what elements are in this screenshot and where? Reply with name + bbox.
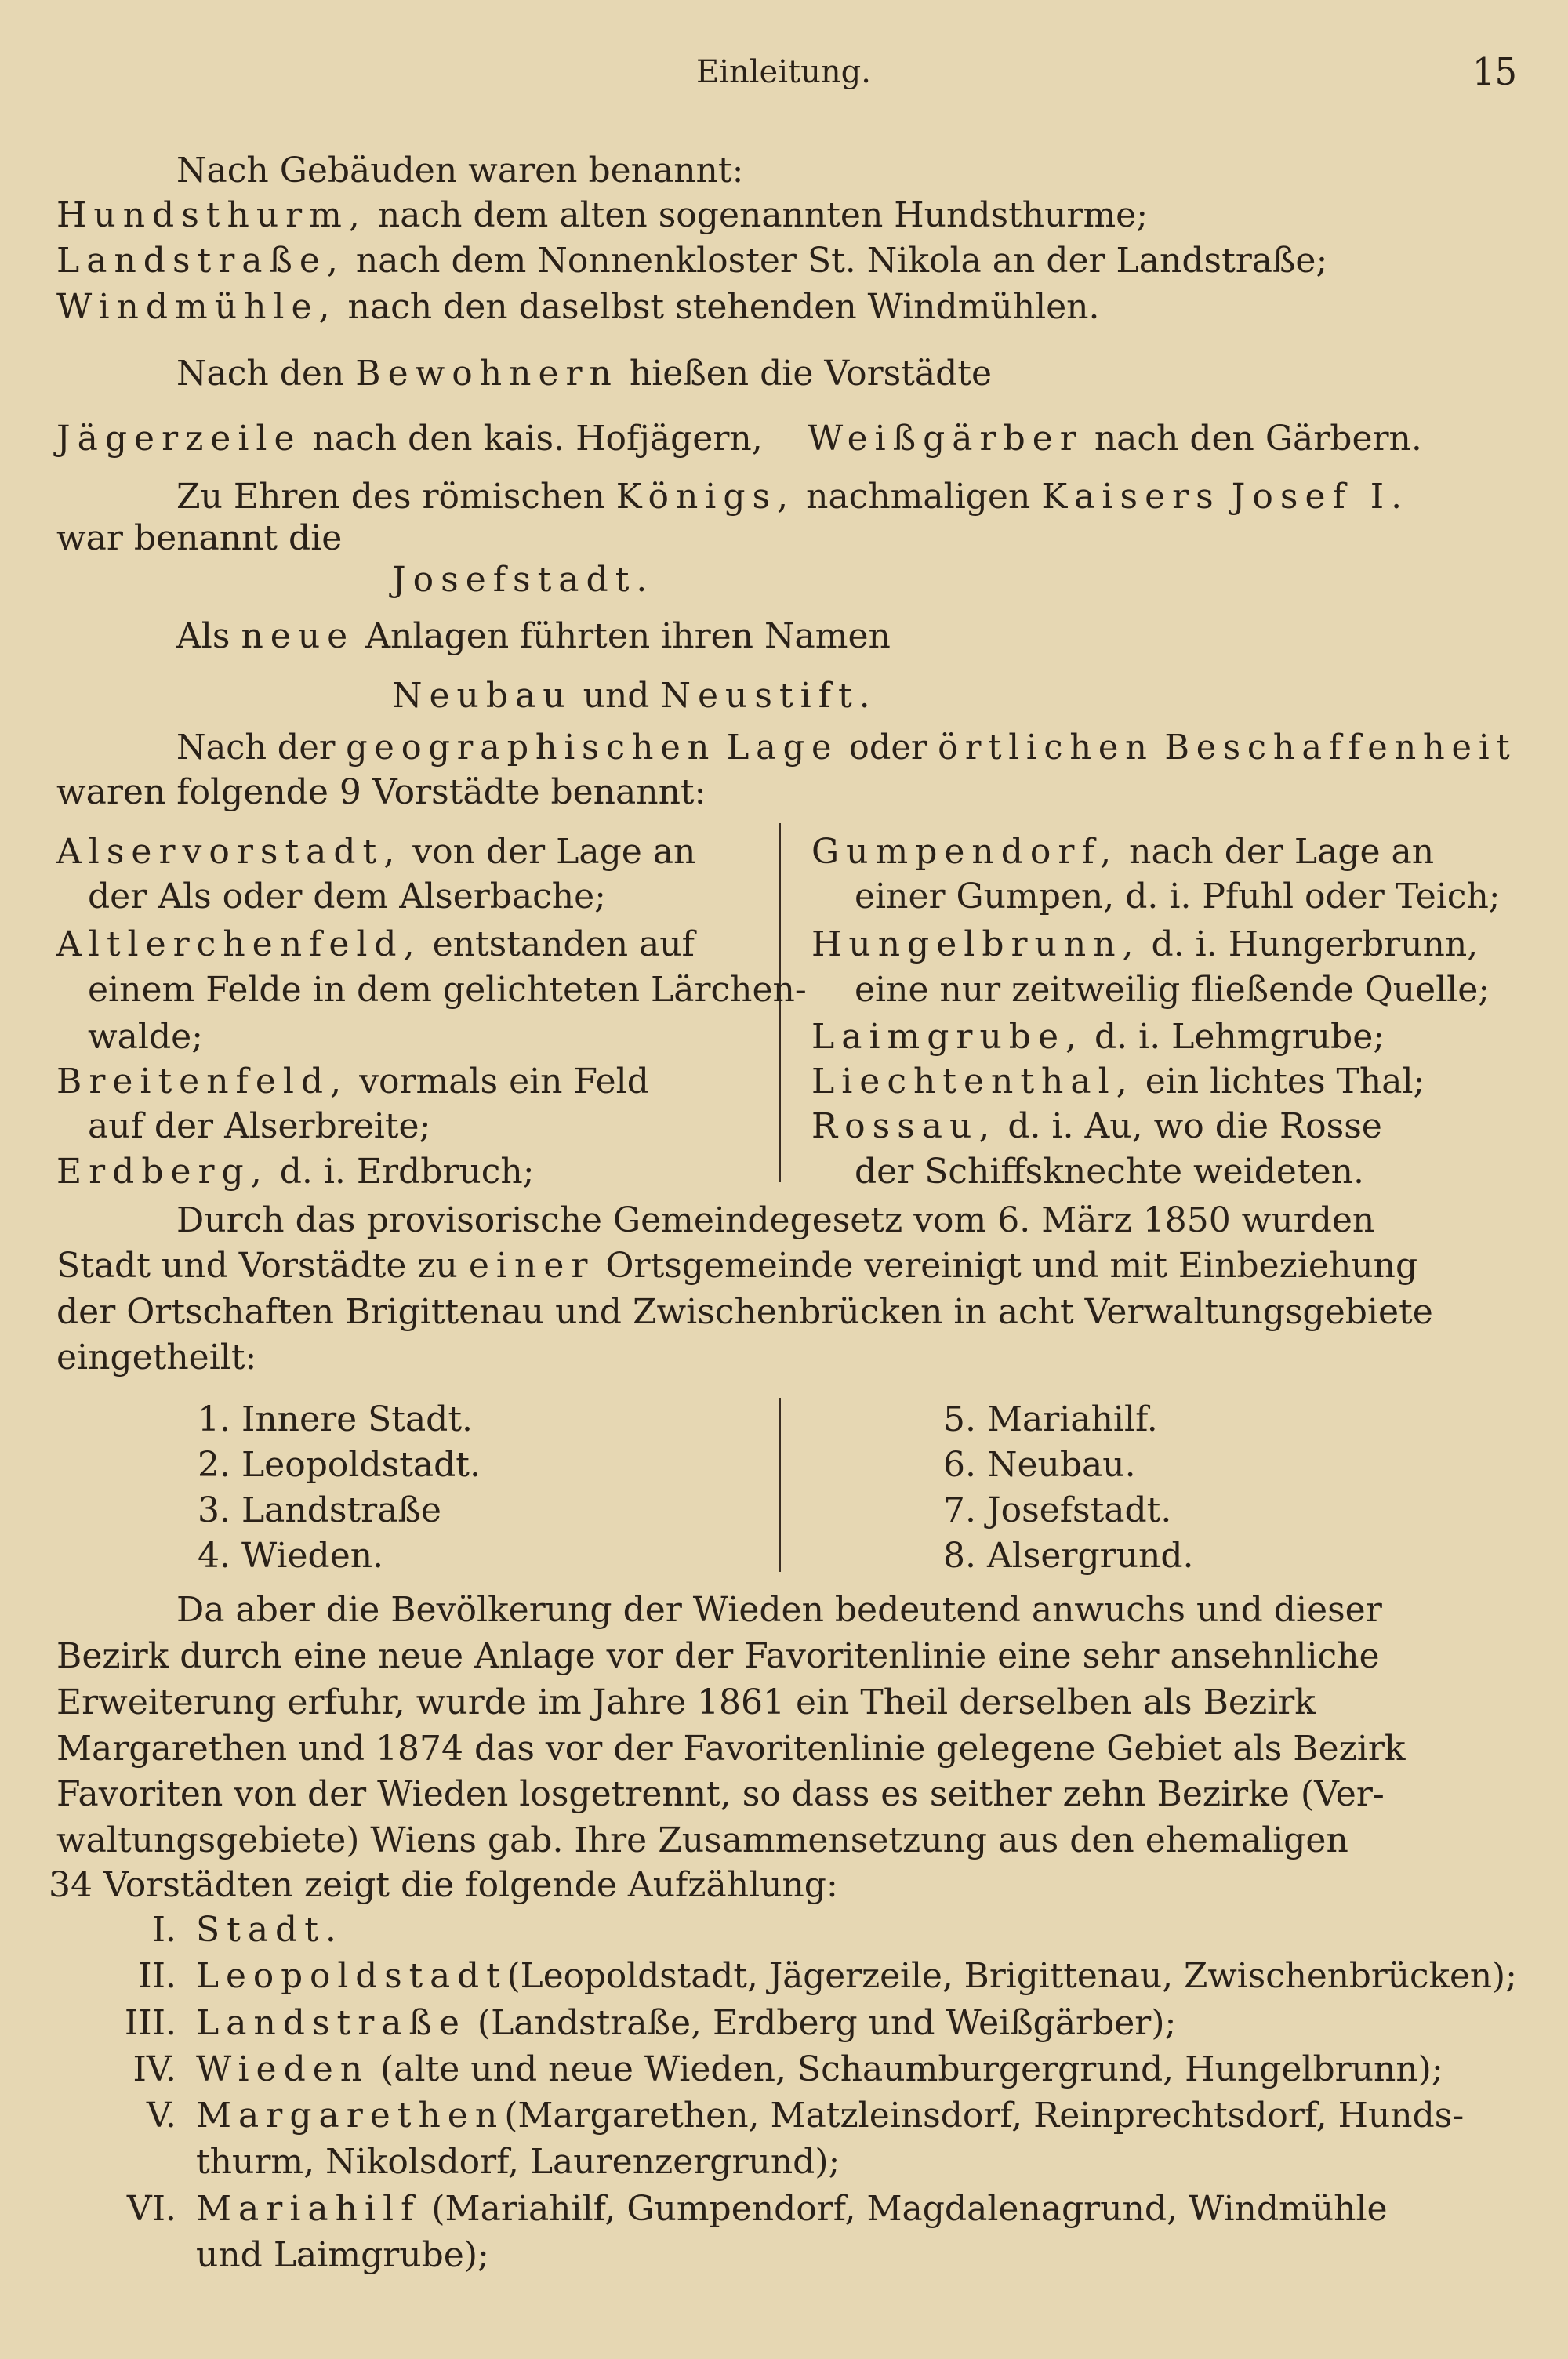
enum-iii-num: III. (124, 2003, 176, 2043)
enum-i-name: Stadt. (196, 1910, 343, 1950)
desc-landstrasse: nach dem Nonnenkloster St. Nikola an der Landstraße; (355, 241, 1328, 281)
district-6: 6. Neubau. (943, 1445, 1136, 1485)
term-jaegerzeile: Jägerzeile (56, 419, 302, 459)
term-gumpendorf: Gumpendorf, (811, 832, 1119, 872)
term-rossau: Rossau, (811, 1106, 997, 1146)
enum-v-num: V. (146, 2096, 176, 2136)
entry-rossau (811, 1106, 1382, 1146)
enum-v-desc: (Margarethen, Matzleinsdorf, Reinprechtsdorf, Hunds- (504, 2096, 1465, 2136)
desc-windmuehle: nach den daselbst stehenden Windmühlen. (347, 287, 1100, 327)
term-hundsthurm: Hundsthurm, (56, 195, 367, 235)
term-josefstadt: Josefstadt. (392, 560, 655, 600)
desc-laimgrube-1: d. i. Lehmgrube; (1094, 1017, 1385, 1057)
term-alservorstadt: Alservorstadt, (56, 832, 402, 872)
district-3: 3. Landstraße (198, 1490, 441, 1530)
enum-ii-desc: (Leopoldstadt, Jägerzeile, Brigittenau, Zwischenbrücken); (506, 1956, 1517, 1996)
entry-windmuehle (56, 287, 1100, 327)
district-1: 1. Innere Stadt. (198, 1399, 474, 1439)
new-plants-b: Anlagen führten ihren Namen (365, 616, 891, 656)
geo-line1 (176, 728, 1517, 768)
buildings-intro: Nach Gebäuden waren benannt: (176, 151, 744, 191)
desc-hungelbrunn-2: eine nur zeitweilig fließende Quelle; (855, 970, 1490, 1010)
growth-line5: Favoriten von der Wieden losgetrennt, so dass es seither zehn Bezirke (Ver- (56, 1774, 1385, 1814)
enum-vi-name: Mariahilf (196, 2189, 421, 2229)
honour-line1 (176, 477, 1410, 517)
entry-gumpendorf (811, 832, 1435, 872)
enum-ii-name: Leopoldstadt (196, 1956, 507, 1996)
entry-erdberg (56, 1152, 535, 1192)
enum-v (196, 2096, 1465, 2136)
enum-ii (196, 1956, 1517, 1996)
new-plants-line (176, 616, 891, 656)
term-oertlichen: örtlichen (938, 728, 1154, 768)
desc-altlerchenfeld-1: entstanden auf (432, 924, 695, 964)
term-neue: neue (241, 616, 355, 656)
desc-hungelbrunn-1: d. i. Hungerbrunn, (1151, 924, 1479, 964)
district-7: 7. Josefstadt. (943, 1490, 1172, 1530)
enum-v-name: Margarethen (196, 2096, 505, 2136)
new-plants-a: Als (176, 616, 230, 656)
desc-jaegerzeile: nach den kais. Hofjägern, (312, 419, 763, 459)
law-line2-b: Ortsgemeinde vereinigt und mit Einbeziehung (605, 1246, 1418, 1286)
enum-vi (196, 2189, 1388, 2229)
desc-breitenfeld-2: auf der Alserbreite; (88, 1106, 431, 1146)
enum-iv-num: IV. (132, 2049, 176, 2089)
entry-jaegerzeile (56, 419, 763, 459)
page-number: 15 (1472, 50, 1518, 94)
new-plants-names (392, 676, 877, 716)
residents-intro-a: Nach den (176, 354, 345, 394)
running-header-title: Einleitung. (696, 54, 871, 90)
desc-rossau-1: d. i. Au, wo die Rosse (1007, 1106, 1382, 1146)
term-hungelbrunn: Hungelbrunn, (811, 924, 1141, 964)
desc-gumpendorf-2: einer Gumpen, d. i. Pfuhl oder Teich; (855, 876, 1501, 916)
growth-line6: waltungsgebiete) Wiens gab. Ihre Zusammensetzung aus den ehemaligen (56, 1820, 1348, 1860)
term-weissgaerber: Weißgärber (808, 419, 1083, 459)
district-4: 4. Wieden. (198, 1536, 384, 1576)
enum-ii-num: II. (138, 1956, 176, 1996)
law-line2-a: Stadt und Vorstädte zu (56, 1246, 458, 1286)
enum-iii-desc: (Landstraße, Erdberg und Weißgärber); (477, 2003, 1177, 2043)
desc-breitenfeld-1: vormals ein Feld (359, 1062, 649, 1101)
growth-line1: Da aber die Bevölkerung der Wieden bedeutend anwuchs und dieser (176, 1590, 1382, 1630)
law-line2 (56, 1246, 1418, 1286)
term-josef: Josef I. (1231, 477, 1410, 517)
entry-hungelbrunn (811, 924, 1479, 964)
growth-line3: Erweiterung erfuhr, wurde im Jahre 1861 ein Theil derselben als Bezirk (56, 1682, 1316, 1722)
term-lage: Lage (726, 728, 839, 768)
district-2: 2. Leopoldstadt. (198, 1445, 481, 1485)
enum-iv (196, 2049, 1443, 2089)
honour-a: Zu Ehren des römischen (176, 477, 605, 517)
entry-altlerchenfeld (56, 924, 695, 964)
term-laimgrube: Laimgrube, (811, 1017, 1083, 1057)
entry-alservorstadt (56, 832, 696, 872)
entry-liechtenthal (811, 1062, 1425, 1101)
growth-line2: Bezirk durch eine neue Anlage vor der Favoritenlinie eine sehr ansehnliche (56, 1636, 1380, 1676)
growth-line4: Margarethen und 1874 das vor der Favoritenlinie gelegene Gebiet als Bezirk (56, 1729, 1406, 1769)
enum-i-num: I. (151, 1910, 176, 1950)
honour-line2: war benannt die (56, 518, 343, 558)
desc-gumpendorf-1: nach der Lage an (1129, 832, 1435, 872)
enum-iv-name: Wieden (196, 2049, 370, 2089)
law-line3: der Ortschaften Brigittenau und Zwischenbrücken in acht Verwaltungsgebiete (56, 1292, 1433, 1332)
geo-a: Nach der (176, 728, 336, 768)
desc-erdberg-1: d. i. Erdbruch; (279, 1152, 535, 1192)
residents-intro (176, 354, 992, 394)
entry-landstrasse (56, 241, 1328, 281)
honour-b: nachmaligen (806, 477, 1031, 517)
desc-altlerchenfeld-3: walde; (88, 1017, 203, 1057)
term-neubau: Neubau (392, 676, 572, 716)
term-erdberg: Erdberg, (56, 1152, 269, 1192)
district-column-divider (779, 1398, 781, 1572)
word-und: und (583, 676, 650, 716)
desc-alservorstadt-1: von der Lage an (412, 832, 696, 872)
enum-v-desc2: thurm, Nikolsdorf, Laurenzergrund); (196, 2142, 840, 2182)
law-line4: eingetheilt: (56, 1337, 257, 1377)
enum-iii-name: Landstraße (196, 2003, 466, 2043)
district-8: 8. Alsergrund. (943, 1536, 1194, 1576)
term-geographischen: geographischen (346, 728, 717, 768)
entry-breitenfeld (56, 1062, 649, 1101)
enum-vi-desc2: und Laimgrube); (196, 2235, 489, 2275)
entry-laimgrube (811, 1017, 1385, 1057)
desc-altlerchenfeld-2: einem Felde in dem gelichteten Lärchen- (88, 970, 807, 1010)
term-altlerchenfeld: Altlerchenfeld, (56, 924, 422, 964)
term-beschaffenheit: Beschaffenheit (1164, 728, 1517, 768)
enum-iii (196, 2003, 1177, 2043)
term-landstrasse: Landstraße, (56, 241, 345, 281)
term-windmuehle: Windmühle, (56, 287, 337, 327)
term-einer: einer (468, 1246, 595, 1286)
entry-weissgaerber (808, 419, 1422, 459)
term-kaisers: Kaisers (1041, 477, 1221, 517)
desc-weissgaerber: nach den Gärbern. (1094, 419, 1422, 459)
enum-iv-desc: (alte und neue Wieden, Schaumburgergrund, Hungelbrunn); (380, 2049, 1443, 2089)
growth-line7: 34 Vorstädten zeigt die folgende Aufzählung: (49, 1865, 838, 1905)
district-5: 5. Mariahilf. (943, 1399, 1158, 1439)
enum-vi-num: VI. (126, 2189, 176, 2229)
geo-line2: waren folgende 9 Vorstädte benannt: (56, 772, 706, 812)
desc-rossau-2: der Schiffsknechte weideten. (855, 1152, 1365, 1192)
desc-liechtenthal-1: ein lichtes Thal; (1145, 1062, 1425, 1101)
entry-hundsthurm (56, 195, 1149, 235)
law-line1: Durch das provisorische Gemeindegesetz vom 6. März 1850 wurden (176, 1200, 1375, 1240)
desc-alservorstadt-2: der Als oder dem Alserbache; (88, 876, 607, 916)
residents-intro-b: hießen die Vorstädte (629, 354, 992, 394)
term-liechtenthal: Liechtenthal, (811, 1062, 1134, 1101)
term-bewohnern: Bewohnern (355, 354, 619, 394)
desc-hundsthurm: nach dem alten sogenannten Hundsthurme; (377, 195, 1149, 235)
term-breitenfeld: Breitenfeld, (56, 1062, 349, 1101)
term-koenigs: Königs, (615, 477, 796, 517)
term-neustift: Neustift. (660, 676, 877, 716)
enum-vi-desc: (Mariahilf, Gumpendorf, Magdalenagrund, Windmühle (431, 2189, 1388, 2229)
word-oder: oder (848, 728, 927, 768)
